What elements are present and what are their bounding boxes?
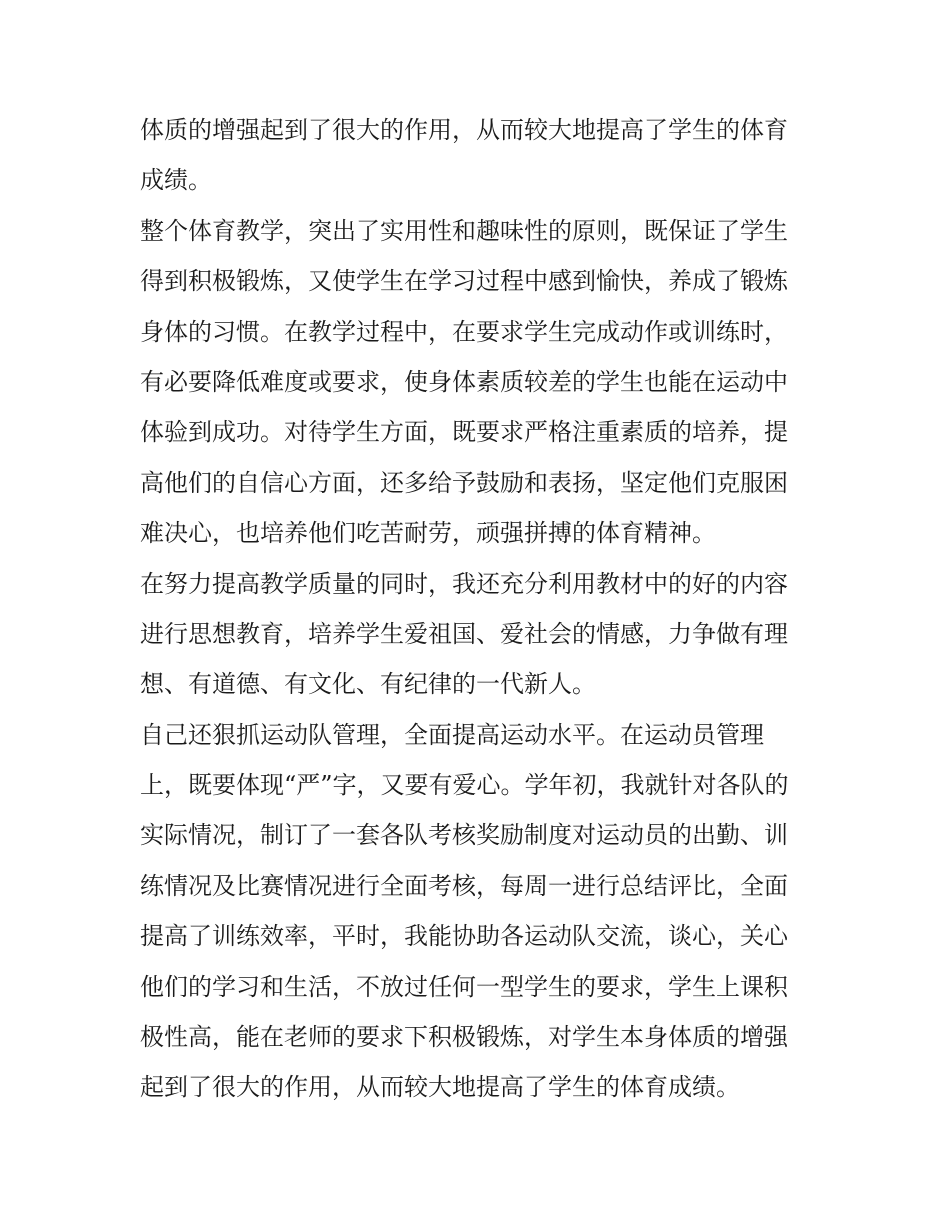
- text-line: 在努力提高教学质量的同时，我还充分利用教材中的好的内容: [140, 569, 788, 598]
- text-line: 整个体育教学，突出了实用性和趣味性的原则，既保证了学生: [140, 216, 788, 245]
- text-line: 实际情况，制订了一套各队考核奖励制度对运动员的出勤、训: [140, 821, 788, 850]
- text-line: 身体的习惯。在教学过程中，在要求学生完成动作或训练时，: [140, 317, 788, 346]
- text-line: 体质的增强起到了很大的作用，从而较大地提高了学生的体育: [140, 116, 788, 144]
- text-line: 他们的学习和生活，不放过任何一型学生的要求，学生上课积: [140, 972, 788, 1001]
- text-line: 起到了很大的作用，从而较大地提高了学生的体育成绩。: [140, 1073, 740, 1102]
- text-line: 极性高，能在老师的要求下积极锻炼，对学生本身体质的增强: [140, 1023, 788, 1052]
- text-line: 进行思想教育，培养学生爱祖国、爱社会的情感，力争做有理: [140, 619, 788, 648]
- text-line: 练情况及比赛情况进行全面考核，每周一进行总结评比，全面: [140, 871, 788, 900]
- text-line: 有必要降低难度或要求，使身体素质较差的学生也能在运动中: [140, 367, 788, 396]
- body-text: [140, 105, 820, 1113]
- text-line: 得到积极锻炼，又使学生在学习过程中感到愉快，养成了锻炼: [140, 267, 788, 296]
- text-line: 自己还狠抓运动队管理，全面提高运动水平。在运动员管理: [140, 720, 764, 749]
- text-line: 成绩。: [140, 166, 212, 195]
- text-line: 高他们的自信心方面，还多给予鼓励和表扬，坚定他们克服困: [140, 468, 788, 497]
- text-line: 上，既要体现“严”字，又要有爱心。学年初，我就针对各队的: [140, 771, 789, 800]
- text-line: 难决心，也培养他们吃苦耐劳，顽强拼搏的体育精神。: [140, 519, 716, 548]
- text-line: 体验到成功。对待学生方面，既要求严格注重素质的培养，提: [140, 418, 788, 447]
- text-line: 提高了训练效率，平时，我能协助各运动队交流，谈心，关心: [140, 922, 788, 951]
- text-line: 想、有道德、有文化、有纪律的一代新人。: [140, 670, 596, 699]
